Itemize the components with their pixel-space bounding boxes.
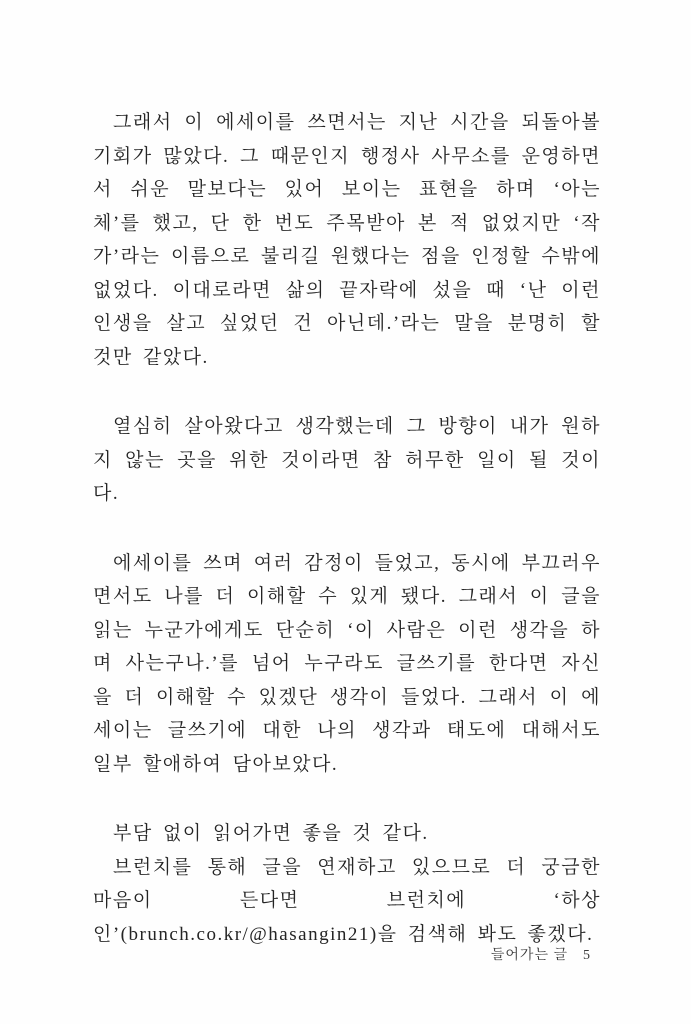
- paragraph-3: 에세이를 쓰며 여러 감정이 들었고, 동시에 부끄러우면서도 나를 더 이해할 수 있게 됐다. 그래서 이 글을 읽는 누군가에게도 단순히 ‘이 사람은 이런 생각을 하며 사는구나.’를 넘어 누구라도 글쓰기를 한다면 자신을 더 이해할 수 있겠단 생각이 들었다. 그래서 이 에세이는 글쓰기에 대한 나의 생각과 태도에 대해서도 일부 할애하여 담아보았다.: [93, 552, 601, 775]
- body-text: [93, 106, 601, 951]
- footer-page-number: 5: [583, 948, 591, 963]
- paragraph-5: 브런치를 통해 글을 연재하고 있으므로 더 궁금한 마음이 든다면 브런치에 ‘하상인’(brunch.co.kr/@hasangin21)을 검색해 봐도 좋겠다.: [93, 856, 601, 945]
- paragraph-4: 부담 없이 읽어가면 좋을 것 같다.: [113, 823, 429, 844]
- footer-section-title: 들어가는 글: [490, 948, 568, 963]
- paragraph-2: 열심히 살아왔다고 생각했는데 그 방향이 내가 원하지 않는 곳을 위한 것이라면 참 허무한 일이 될 것이다.: [93, 416, 601, 504]
- page-footer: [491, 944, 591, 964]
- paragraph-1: 그래서 이 에세이를 쓰면서는 지난 시간을 되돌아볼 기회가 많았다. 그 때문인지 행정사 사무소를 운영하면서 쉬운 말보다는 있어 보이는 표현을 하며 ‘아는 체’를 했고, 단 한 번도 주목받아 본 적 없었지만 ‘작가’라는 이름으로 불리길 원했다는 점을 인정할 수밖에 없었다. 이대로라면 삶의 끝자락에 섰을 때 ‘난 이런 인생을 살고 싶었던 건 아닌데.’라는 말을 분명히 할 것만 같았다.: [93, 112, 601, 368]
